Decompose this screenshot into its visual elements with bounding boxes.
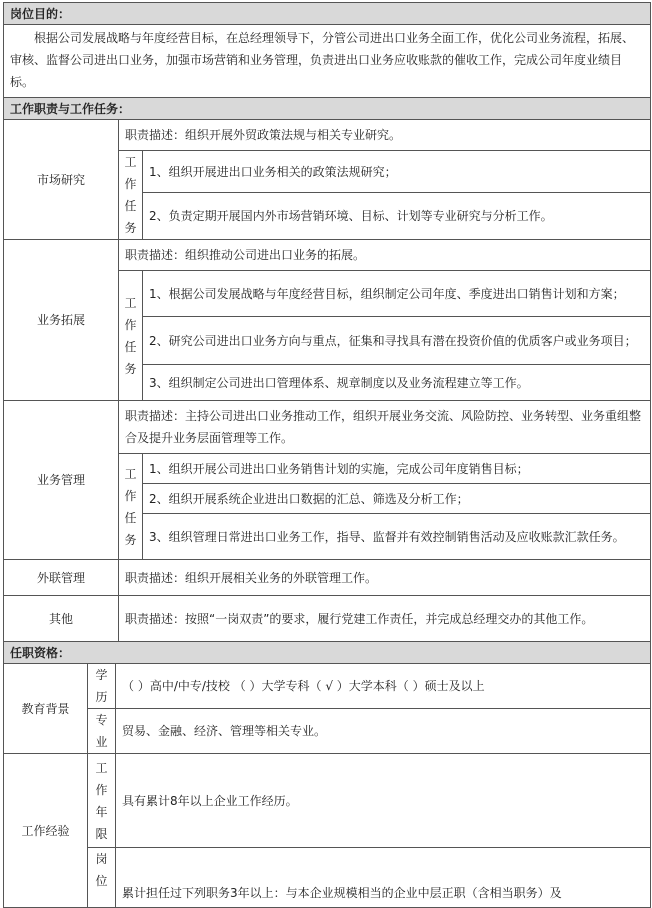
purpose-text: 根据公司发展战略与年度经营目标，在总经理领导下，分管公司进出口业务全面工作，优化公司业务流程，拓展、审核、监督公司进出口业务，加强市场营销和业务管理，负责进出口业务应收账款的催收工作，完成公司年度业绩目标。 <box>4 25 651 98</box>
manage-desc: 职责描述：主持公司进出口业务推动工作，组织开展业务交流、风险防控、业务转型、业务重组整合及提升业务层面管理等工作。 <box>119 401 651 454</box>
degree-value: （ ）高中/中专/技校 （ ）大学专科（ √ ）大学本科（ ）硕士及以上 <box>116 664 651 709</box>
years-label: 工作年限 <box>88 754 116 848</box>
expand-task-label: 工作任务 <box>119 271 143 401</box>
category-business-management: 业务管理 <box>4 401 119 560</box>
major-label: 专业 <box>88 709 116 754</box>
liaison-desc: 职责描述：组织开展相关业务的外联管理工作。 <box>119 560 651 596</box>
category-experience: 工作经验 <box>4 754 88 908</box>
expand-desc: 职责描述：组织推动公司进出口业务的拓展。 <box>119 240 651 271</box>
section-title-qualifications: 任职资格： <box>4 642 651 664</box>
major-value: 贸易、金融、经济、管理等相关专业。 <box>116 709 651 754</box>
manage-task-2: 2、组织开展系统企业进出口数据的汇总、筛选及分析工作； <box>143 484 651 514</box>
category-business-expansion: 业务拓展 <box>4 240 119 401</box>
market-task-label: 工作任务 <box>119 151 143 240</box>
years-value: 具有累计8年以上企业工作经历。 <box>116 754 651 848</box>
other-desc: 职责描述：按照“一岗双责”的要求，履行党建工作责任，并完成总经理交办的其他工作。 <box>119 596 651 642</box>
category-other: 其他 <box>4 596 119 642</box>
degree-label: 学历 <box>88 664 116 709</box>
section-title-duties: 工作职责与工作任务： <box>4 98 651 120</box>
market-task-1: 1、组织开展进出口业务相关的政策法规研究； <box>143 151 651 193</box>
manage-task-1: 1、组织开展公司进出口业务销售计划的实施，完成公司年度销售目标； <box>143 454 651 484</box>
category-liaison: 外联管理 <box>4 560 119 596</box>
post-value: 累计担任过下列职务3年以上：与本企业规模相当的企业中层正职（含相当职务）及 <box>116 848 651 908</box>
manage-task-3: 3、组织管理日常进出口业务工作，指导、监督并有效控制销售活动及应收账款汇款任务。 <box>143 514 651 560</box>
section-title-purpose: 岗位目的： <box>4 3 651 25</box>
expand-task-1: 1、根据公司发展战略与年度经营目标，组织制定公司年度、季度进出口销售计划和方案； <box>143 271 651 317</box>
job-description-table <box>3 2 651 908</box>
market-desc: 职责描述：组织开展外贸政策法规与相关专业研究。 <box>119 120 651 151</box>
expand-task-3: 3、组织制定公司进出口管理体系、规章制度以及业务流程建立等工作。 <box>143 365 651 401</box>
expand-task-2: 2、研究公司进出口业务方向与重点，征集和寻找具有潜在投资价值的优质客户或业务项目； <box>143 317 651 365</box>
market-task-2: 2、负责定期开展国内外市场营销环境、目标、计划等专业研究与分析工作。 <box>143 193 651 240</box>
category-market-research: 市场研究 <box>4 120 119 240</box>
manage-task-label: 工作任务 <box>119 454 143 560</box>
category-education: 教育背景 <box>4 664 88 754</box>
post-label: 岗位 <box>88 848 116 908</box>
